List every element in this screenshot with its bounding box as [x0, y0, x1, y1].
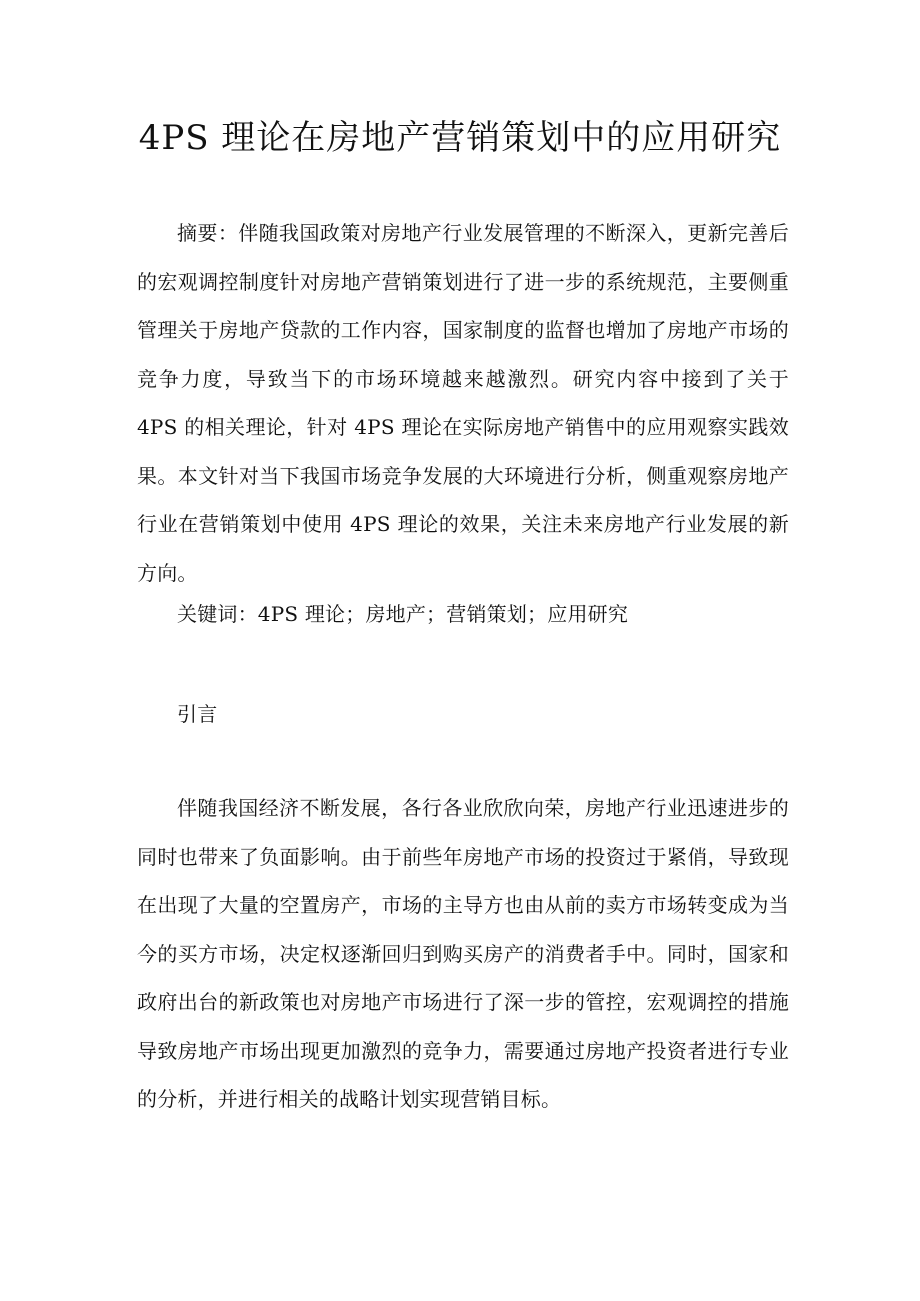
keywords-line: 关键词：4PS 理论；房地产；营销策划；应用研究 [177, 602, 629, 626]
abstract-paragraph: 摘要：伴随我国政策对房地产行业发展管理的不断深入，更新完善后的宏观调控制度针对房地产营销策划进行了进一步的系统规范，主要侧重管理关于房地产贷款的工作内容，国家制度的监督也增加了房地产市场的竞争力度，导致当下的市场环境越来越激烈。研究内容中接到了关于 4PS 的相关理论，针对 4PS 理论在实际房地产销售中的应用观察实践效果。本文针对当下我国市场竞争发展的大环境进行分析，侧重观察房地产行业在营销策划中使用 4PS 理论的效果，关注未来房地产行业发展的新方向。 [137, 221, 789, 585]
document-title: 4PS 理论在房地产营销策划中的应用研究 [138, 118, 782, 158]
intro-heading: 引言 [177, 702, 218, 726]
intro-paragraph: 伴随我国经济不断发展，各行各业欣欣向荣，房地产行业迅速进步的同时也带来了负面影响。由于前些年房地产市场的投资过于紧俏，导致现在出现了大量的空置房产，市场的主导方也由从前的卖方市场转变成为当今的买方市场，决定权逐渐回归到购买房产的消费者手中。同时，国家和政府出台的新政策也对房地产市场进行了深一步的管控，宏观调控的措施导致房地产市场出现更加激烈的竞争力，需要通过房地产投资者进行专业的分析，并进行相关的战略计划实现营销目标。 [137, 796, 789, 1111]
